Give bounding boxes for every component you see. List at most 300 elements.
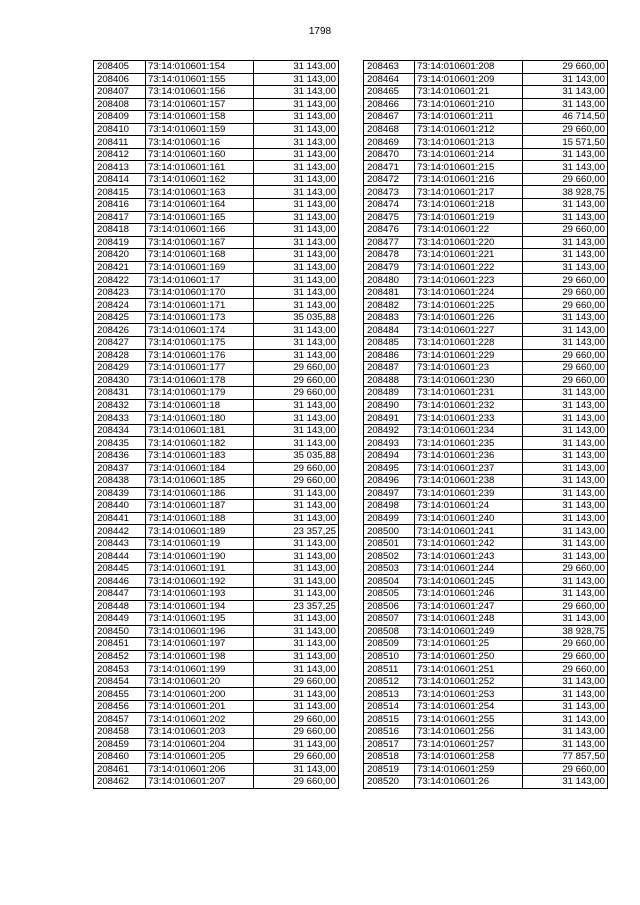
row-number: 208412 <box>94 148 146 161</box>
cadastral-number: 73:14:010601:206 <box>146 763 254 776</box>
cadastral-number: 73:14:010601:186 <box>146 487 254 500</box>
cadastral-number: 73:14:010601:223 <box>415 274 523 287</box>
cadastral-number: 73:14:010601:200 <box>146 688 254 701</box>
cadastral-value: 29 660,00 <box>254 475 339 488</box>
table-row <box>364 575 608 588</box>
cadastral-number: 73:14:010601:194 <box>146 600 254 613</box>
row-number: 208408 <box>94 98 146 111</box>
table-row <box>94 650 339 663</box>
table-row <box>94 261 339 274</box>
cadastral-value: 31 143,00 <box>523 550 608 563</box>
row-number: 208417 <box>94 211 146 224</box>
cadastral-number: 73:14:010601:258 <box>415 751 523 764</box>
cadastral-number: 73:14:010601:217 <box>415 186 523 199</box>
cadastral-number: 73:14:010601:203 <box>146 725 254 738</box>
cadastral-value: 29 660,00 <box>254 675 339 688</box>
table-row <box>364 249 608 262</box>
table-row <box>94 675 339 688</box>
table-row <box>364 224 608 237</box>
cadastral-number: 73:14:010601:219 <box>415 211 523 224</box>
row-number: 208479 <box>364 261 415 274</box>
cadastral-value: 31 143,00 <box>523 199 608 212</box>
cadastral-number: 73:14:010601:188 <box>146 512 254 525</box>
cadastral-value: 38 928,75 <box>523 625 608 638</box>
row-number: 208512 <box>364 675 415 688</box>
table-row <box>364 362 608 375</box>
cadastral-value: 31 143,00 <box>523 324 608 337</box>
row-number: 208505 <box>364 587 415 600</box>
table-row <box>364 500 608 513</box>
table-row <box>94 738 339 751</box>
row-number: 208452 <box>94 650 146 663</box>
table-row <box>364 324 608 337</box>
row-number: 208434 <box>94 424 146 437</box>
cadastral-number: 73:14:010601:199 <box>146 663 254 676</box>
cadastral-value: 31 143,00 <box>254 512 339 525</box>
table-row <box>364 550 608 563</box>
table-row <box>94 362 339 375</box>
cadastral-number: 73:14:010601:221 <box>415 249 523 262</box>
row-number: 208425 <box>94 311 146 324</box>
table-row <box>364 73 608 86</box>
cadastral-value: 31 143,00 <box>523 725 608 738</box>
cadastral-value: 29 660,00 <box>254 776 339 789</box>
row-number: 208420 <box>94 249 146 262</box>
table-row <box>94 173 339 186</box>
row-number: 208497 <box>364 487 415 500</box>
row-number: 208447 <box>94 587 146 600</box>
row-number: 208511 <box>364 663 415 676</box>
cadastral-value: 31 143,00 <box>523 525 608 538</box>
cadastral-value: 31 143,00 <box>254 86 339 99</box>
row-number: 208432 <box>94 399 146 412</box>
cadastral-number: 73:14:010601:171 <box>146 299 254 312</box>
cadastral-value: 31 143,00 <box>254 199 339 212</box>
row-number: 208441 <box>94 512 146 525</box>
table-row <box>364 374 608 387</box>
row-number: 208510 <box>364 650 415 663</box>
row-number: 208495 <box>364 462 415 475</box>
cadastral-value: 31 143,00 <box>523 587 608 600</box>
cadastral-number: 73:14:010601:255 <box>415 713 523 726</box>
cadastral-value: 31 143,00 <box>254 424 339 437</box>
table-row <box>94 437 339 450</box>
table-row <box>364 776 608 789</box>
cadastral-value: 31 143,00 <box>254 236 339 249</box>
row-number: 208450 <box>94 625 146 638</box>
page-number: 1798 <box>308 26 332 37</box>
row-number: 208517 <box>364 738 415 751</box>
table-row <box>94 613 339 626</box>
cadastral-value: 31 143,00 <box>254 349 339 362</box>
cadastral-value: 31 143,00 <box>254 587 339 600</box>
cadastral-value: 31 143,00 <box>254 763 339 776</box>
row-number: 208476 <box>364 224 415 237</box>
table-row <box>364 199 608 212</box>
table-row <box>364 763 608 776</box>
row-number: 208478 <box>364 249 415 262</box>
table-row <box>94 751 339 764</box>
row-number: 208474 <box>364 199 415 212</box>
cadastral-value: 31 143,00 <box>254 613 339 626</box>
cadastral-number: 73:14:010601:170 <box>146 286 254 299</box>
cadastral-number: 73:14:010601:231 <box>415 387 523 400</box>
row-number: 208496 <box>364 475 415 488</box>
cadastral-number: 73:14:010601:190 <box>146 550 254 563</box>
row-number: 208513 <box>364 688 415 701</box>
cadastral-value: 29 660,00 <box>523 650 608 663</box>
cadastral-value: 31 143,00 <box>254 249 339 262</box>
cadastral-value: 31 143,00 <box>523 613 608 626</box>
cadastral-value: 31 143,00 <box>523 512 608 525</box>
cadastral-number: 73:14:010601:257 <box>415 738 523 751</box>
cadastral-number: 73:14:010601:224 <box>415 286 523 299</box>
table-row <box>94 186 339 199</box>
table-row <box>94 713 339 726</box>
row-number: 208465 <box>364 86 415 99</box>
row-number: 208424 <box>94 299 146 312</box>
cadastral-number: 73:14:010601:222 <box>415 261 523 274</box>
row-number: 208502 <box>364 550 415 563</box>
table-row <box>94 199 339 212</box>
row-number: 208439 <box>94 487 146 500</box>
cadastral-number: 73:14:010601:225 <box>415 299 523 312</box>
row-number: 208475 <box>364 211 415 224</box>
cadastral-number: 73:14:010601:251 <box>415 663 523 676</box>
cadastral-value: 77 857,50 <box>523 751 608 764</box>
cadastral-value: 31 143,00 <box>254 148 339 161</box>
table-row <box>364 261 608 274</box>
cadastral-number: 73:14:010601:157 <box>146 98 254 111</box>
cadastral-value: 31 143,00 <box>254 575 339 588</box>
cadastral-value: 29 660,00 <box>254 713 339 726</box>
row-number: 208455 <box>94 688 146 701</box>
table-row <box>94 424 339 437</box>
cadastral-number: 73:14:010601:202 <box>146 713 254 726</box>
table-row <box>364 638 608 651</box>
cadastral-number: 73:14:010601:220 <box>415 236 523 249</box>
row-number: 208427 <box>94 337 146 350</box>
cadastral-value: 31 143,00 <box>254 663 339 676</box>
cadastral-number: 73:14:010601:259 <box>415 763 523 776</box>
table-row <box>364 148 608 161</box>
row-number: 208481 <box>364 286 415 299</box>
cadastral-number: 73:14:010601:184 <box>146 462 254 475</box>
row-number: 208460 <box>94 751 146 764</box>
row-number: 208503 <box>364 562 415 575</box>
cadastral-value: 31 143,00 <box>254 487 339 500</box>
cadastral-value: 31 143,00 <box>523 311 608 324</box>
cadastral-value: 29 660,00 <box>523 274 608 287</box>
cadastral-value: 29 660,00 <box>254 374 339 387</box>
table-row <box>94 374 339 387</box>
row-number: 208490 <box>364 399 415 412</box>
row-number: 208438 <box>94 475 146 488</box>
table-row <box>94 625 339 638</box>
cadastral-value: 31 143,00 <box>523 424 608 437</box>
table-row <box>94 776 339 789</box>
row-number: 208500 <box>364 525 415 538</box>
table-row <box>364 462 608 475</box>
cadastral-number: 73:14:010601:212 <box>415 123 523 136</box>
table-row <box>364 613 608 626</box>
cadastral-value: 38 928,75 <box>523 186 608 199</box>
cadastral-number: 73:14:010601:23 <box>415 362 523 375</box>
row-number: 208472 <box>364 173 415 186</box>
table-row <box>364 123 608 136</box>
cadastral-number: 73:14:010601:174 <box>146 324 254 337</box>
table-row <box>94 725 339 738</box>
cadastral-value: 31 143,00 <box>523 249 608 262</box>
row-number: 208482 <box>364 299 415 312</box>
row-number: 208428 <box>94 349 146 362</box>
row-number: 208520 <box>364 776 415 789</box>
cadastral-number: 73:14:010601:218 <box>415 199 523 212</box>
cadastral-number: 73:14:010601:237 <box>415 462 523 475</box>
row-number: 208487 <box>364 362 415 375</box>
row-number: 208446 <box>94 575 146 588</box>
cadastral-value: 31 143,00 <box>254 324 339 337</box>
cadastral-number: 73:14:010601:240 <box>415 512 523 525</box>
table-row <box>94 512 339 525</box>
table-row <box>364 751 608 764</box>
row-number: 208459 <box>94 738 146 751</box>
table-row <box>94 98 339 111</box>
row-number: 208431 <box>94 387 146 400</box>
table-row <box>94 224 339 237</box>
table-row <box>94 249 339 262</box>
cadastral-value: 31 143,00 <box>254 299 339 312</box>
row-number: 208518 <box>364 751 415 764</box>
cadastral-value: 31 143,00 <box>523 500 608 513</box>
cadastral-number: 73:14:010601:162 <box>146 173 254 186</box>
cadastral-number: 73:14:010601:210 <box>415 98 523 111</box>
row-number: 208437 <box>94 462 146 475</box>
cadastral-number: 73:14:010601:193 <box>146 587 254 600</box>
cadastral-value: 15 571,50 <box>523 136 608 149</box>
row-number: 208444 <box>94 550 146 563</box>
cadastral-value: 31 143,00 <box>523 700 608 713</box>
cadastral-number: 73:14:010601:167 <box>146 236 254 249</box>
cadastral-value: 29 660,00 <box>523 663 608 676</box>
cadastral-value: 31 143,00 <box>523 86 608 99</box>
table-row <box>364 663 608 676</box>
row-number: 208461 <box>94 763 146 776</box>
row-number: 208416 <box>94 199 146 212</box>
table-row <box>364 675 608 688</box>
row-number: 208411 <box>94 136 146 149</box>
cadastral-value: 23 357,25 <box>254 600 339 613</box>
table-row <box>364 337 608 350</box>
table-row <box>94 299 339 312</box>
row-number: 208509 <box>364 638 415 651</box>
cadastral-number: 73:14:010601:160 <box>146 148 254 161</box>
cadastral-number: 73:14:010601:185 <box>146 475 254 488</box>
row-number: 208469 <box>364 136 415 149</box>
table-row <box>94 111 339 124</box>
table-row <box>364 625 608 638</box>
table-row <box>364 537 608 550</box>
table-row <box>94 161 339 174</box>
cadastral-number: 73:14:010601:244 <box>415 562 523 575</box>
table-row <box>364 600 608 613</box>
cadastral-number: 73:14:010601:179 <box>146 387 254 400</box>
row-number: 208453 <box>94 663 146 676</box>
cadastral-value: 31 143,00 <box>254 638 339 651</box>
cadastral-value: 31 143,00 <box>254 625 339 638</box>
cadastral-value: 35 035,88 <box>254 449 339 462</box>
cadastral-value: 29 660,00 <box>523 763 608 776</box>
table-row <box>94 587 339 600</box>
row-number: 208501 <box>364 537 415 550</box>
cadastral-number: 73:14:010601:238 <box>415 475 523 488</box>
cadastral-value: 31 143,00 <box>523 211 608 224</box>
cadastral-value: 31 143,00 <box>523 713 608 726</box>
cadastral-number: 73:14:010601:247 <box>415 600 523 613</box>
cadastral-value: 31 143,00 <box>254 224 339 237</box>
table-row <box>94 148 339 161</box>
cadastral-value: 29 660,00 <box>523 349 608 362</box>
row-number: 208498 <box>364 500 415 513</box>
cadastral-value: 29 660,00 <box>523 638 608 651</box>
cadastral-value: 29 660,00 <box>254 725 339 738</box>
row-number: 208468 <box>364 123 415 136</box>
table-row <box>364 311 608 324</box>
table-row <box>364 449 608 462</box>
table-row <box>94 475 339 488</box>
cadastral-value: 31 143,00 <box>523 236 608 249</box>
row-number: 208506 <box>364 600 415 613</box>
cadastral-value: 29 660,00 <box>254 387 339 400</box>
row-number: 208430 <box>94 374 146 387</box>
row-number: 208436 <box>94 449 146 462</box>
table-row <box>94 550 339 563</box>
row-number: 208419 <box>94 236 146 249</box>
cadastral-value: 31 143,00 <box>523 98 608 111</box>
cadastral-value: 31 143,00 <box>254 161 339 174</box>
row-number: 208504 <box>364 575 415 588</box>
cadastral-number: 73:14:010601:234 <box>415 424 523 437</box>
row-number: 208458 <box>94 725 146 738</box>
cadastral-number: 73:14:010601:18 <box>146 399 254 412</box>
table-row <box>364 61 608 74</box>
table-row <box>364 688 608 701</box>
cadastral-number: 73:14:010601:176 <box>146 349 254 362</box>
cadastral-number: 73:14:010601:253 <box>415 688 523 701</box>
cadastral-number: 73:14:010601:252 <box>415 675 523 688</box>
cadastral-number: 73:14:010601:211 <box>415 111 523 124</box>
cadastral-number: 73:14:010601:168 <box>146 249 254 262</box>
cadastral-number: 73:14:010601:16 <box>146 136 254 149</box>
cadastral-number: 73:14:010601:254 <box>415 700 523 713</box>
cadastral-number: 73:14:010601:245 <box>415 575 523 588</box>
cadastral-number: 73:14:010601:256 <box>415 725 523 738</box>
table-row <box>94 399 339 412</box>
table-row <box>364 650 608 663</box>
cadastral-value: 29 660,00 <box>254 462 339 475</box>
cadastral-number: 73:14:010601:233 <box>415 412 523 425</box>
cadastral-number: 73:14:010601:173 <box>146 311 254 324</box>
table-row <box>364 111 608 124</box>
cadastral-value: 31 143,00 <box>254 73 339 86</box>
cadastral-number: 73:14:010601:21 <box>415 86 523 99</box>
cadastral-value: 31 143,00 <box>254 111 339 124</box>
cadastral-value: 31 143,00 <box>523 412 608 425</box>
table-row <box>364 98 608 111</box>
cadastral-value: 31 143,00 <box>523 575 608 588</box>
row-number: 208456 <box>94 700 146 713</box>
row-number: 208418 <box>94 224 146 237</box>
table-row <box>364 437 608 450</box>
table-row <box>94 236 339 249</box>
row-number: 208443 <box>94 537 146 550</box>
table-row <box>94 537 339 550</box>
table-row <box>94 311 339 324</box>
table-row <box>364 136 608 149</box>
table-row <box>94 211 339 224</box>
cadastral-value: 29 660,00 <box>523 224 608 237</box>
row-number: 208423 <box>94 286 146 299</box>
cadastral-value: 31 143,00 <box>254 173 339 186</box>
table-row <box>94 562 339 575</box>
row-number: 208484 <box>364 324 415 337</box>
cadastral-number: 73:14:010601:166 <box>146 224 254 237</box>
row-number: 208414 <box>94 173 146 186</box>
cadastral-value: 31 143,00 <box>523 487 608 500</box>
table-row <box>94 136 339 149</box>
cadastral-value: 31 143,00 <box>254 261 339 274</box>
cadastral-number: 73:14:010601:156 <box>146 86 254 99</box>
cadastral-value: 29 660,00 <box>523 562 608 575</box>
cadastral-value: 31 143,00 <box>254 562 339 575</box>
table-row <box>94 700 339 713</box>
table-row <box>364 525 608 538</box>
row-number: 208483 <box>364 311 415 324</box>
cadastral-number: 73:14:010601:242 <box>415 537 523 550</box>
table-row <box>94 663 339 676</box>
cadastral-value: 31 143,00 <box>523 537 608 550</box>
row-number: 208410 <box>94 123 146 136</box>
row-number: 208406 <box>94 73 146 86</box>
row-number: 208405 <box>94 61 146 74</box>
cadastral-value: 31 143,00 <box>254 412 339 425</box>
cadastral-number: 73:14:010601:20 <box>146 675 254 688</box>
row-number: 208493 <box>364 437 415 450</box>
cadastral-value: 31 143,00 <box>523 73 608 86</box>
table-row <box>364 161 608 174</box>
row-number: 208454 <box>94 675 146 688</box>
table-row <box>364 186 608 199</box>
table-row <box>364 211 608 224</box>
cadastral-value: 31 143,00 <box>523 776 608 789</box>
cadastral-value: 31 143,00 <box>254 688 339 701</box>
row-number: 208480 <box>364 274 415 287</box>
cadastral-number: 73:14:010601:22 <box>415 224 523 237</box>
cadastral-value: 29 660,00 <box>523 173 608 186</box>
table-row <box>94 600 339 613</box>
left-register-table <box>93 60 339 789</box>
cadastral-number: 73:14:010601:239 <box>415 487 523 500</box>
cadastral-value: 31 143,00 <box>523 449 608 462</box>
table-row <box>364 299 608 312</box>
table-row <box>364 236 608 249</box>
cadastral-number: 73:14:010601:182 <box>146 437 254 450</box>
cadastral-value: 31 143,00 <box>254 700 339 713</box>
table-row <box>94 487 339 500</box>
cadastral-value: 31 143,00 <box>523 688 608 701</box>
cadastral-number: 73:14:010601:158 <box>146 111 254 124</box>
cadastral-number: 73:14:010601:207 <box>146 776 254 789</box>
